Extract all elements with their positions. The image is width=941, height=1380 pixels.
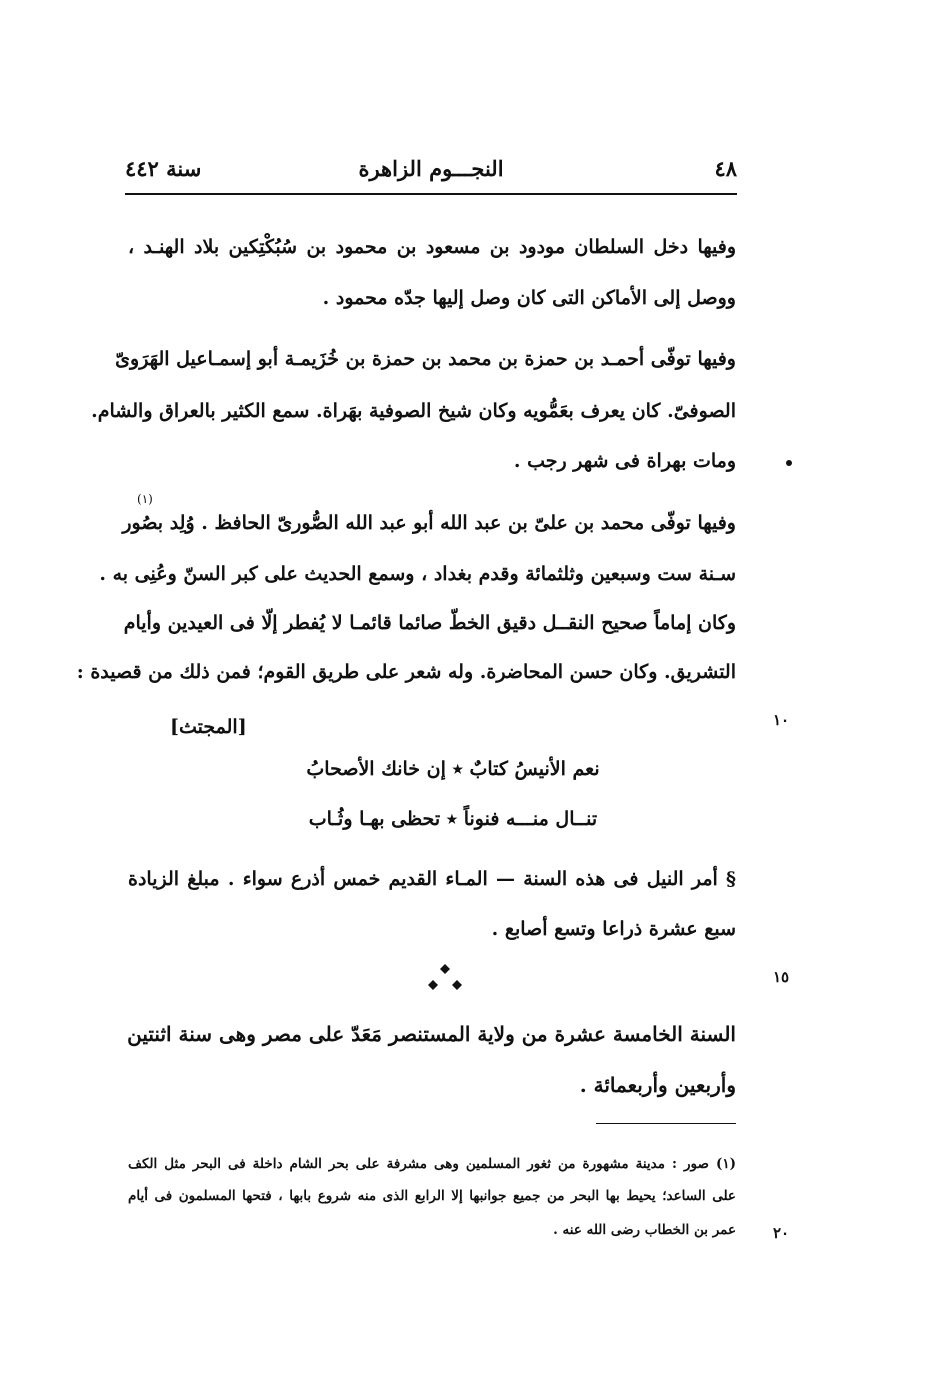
paragraph1-line1: وفيها دخل السلطان مودود بن مسعود بن محمود بن سُبُكْتِكين بلاد الهنـد ، — [128, 236, 736, 258]
meter-label: [المجتث] — [170, 716, 247, 738]
footnote-line2: على الساعد؛ يحيط بها البحر من جميع جوانبها إلا الرابع الذى منه شروع بابها ، فتحها المسلمون فى أيام — [128, 1188, 736, 1204]
paragraph2-line3: ومات بهراة فى شهر رجب . — [513, 450, 736, 472]
paragraph2-line2: الصوفىّ. كان يعرف بعَمُّويه وكان شيخ الصوفية بهَراة. سمع الكثير بالعراق والشام. — [91, 400, 736, 422]
footnote-rule — [596, 1123, 736, 1124]
paragraph3-line1: وفيها توفّى محمد بن علىّ بن عبد الله أبو عبد الله الصُّورىّ الحافظ . وُلِد بصُور — [122, 512, 736, 534]
page-header — [125, 150, 737, 190]
line-number-20: ٢٠ — [773, 1224, 790, 1242]
footnote-marker: (١) — [137, 492, 153, 506]
paragraph1-line2: ووصل إلى الأماكن التى كان وصل إليها جدّه محمود . — [322, 287, 736, 309]
paragraph3-line2: سـنة ست وسبعين وثلثمائة وقدم بغداد ، وسمع الحديث على كبر السنّ وعُنِى به . — [99, 563, 736, 585]
line-number-5-marker — [786, 460, 792, 466]
line-number-15: ١٥ — [773, 968, 790, 986]
paragraph3-line3: وكان إماماً صحيح النقــل دقيق الخطّ صائما قائمـا لا يُفطر إلّا فى العيدين وأيام — [123, 612, 736, 634]
year-label: سنة ٤٤٢ — [125, 156, 202, 181]
nile-line1: § أمر النيل فى هذه السنة — المـاء القديم خمس أذرع سواء . مبلغ الزيادة — [128, 868, 736, 890]
footnote-line3: عمر بن الخطاب رضى الله عنه . — [553, 1222, 736, 1238]
section-heading-line2: وأربعين وأربعمائة . — [579, 1073, 736, 1097]
page-number: ٤٨ — [714, 156, 737, 181]
paragraph2-line1: وفيها توفّى أحمـد بن حمزة بن محمد بن حمزة بن خُزَيمـة أبو إسمـاعيل الهَرَوىّ — [115, 348, 736, 370]
line-number-10: ١٠ — [773, 711, 790, 729]
running-title: النجـــوم الزاهرة — [358, 156, 504, 181]
paragraph3-line4: التشريق. وكان حسن المحاضرة. وله شعر على طريق القوم؛ فمن ذلك من قصيدة : — [76, 661, 736, 683]
header-rule — [125, 193, 737, 195]
verse-line1: نعم الأنيسُ كتابٌ ٭ إن خانك الأصحابُ — [306, 758, 600, 780]
nile-line2: سبع عشرة ذراعا وتسع أصابع . — [491, 918, 736, 940]
verse-line2: تنــال منـــه فنوناً ٭ تحظى بهـا وثُـاب — [308, 808, 598, 830]
diamond-ornament-icon — [420, 962, 470, 996]
footnote-line1: (١) صور : مدينة مشهورة من ثغور المسلمين وهى مشرفة على بحر الشام داخلة فى البحر مثل الكف — [128, 1156, 736, 1172]
section-heading-line1: السنة الخامسة عشرة من ولاية المستنصر مَعَدّ على مصر وهى سنة اثنتين — [127, 1022, 736, 1046]
